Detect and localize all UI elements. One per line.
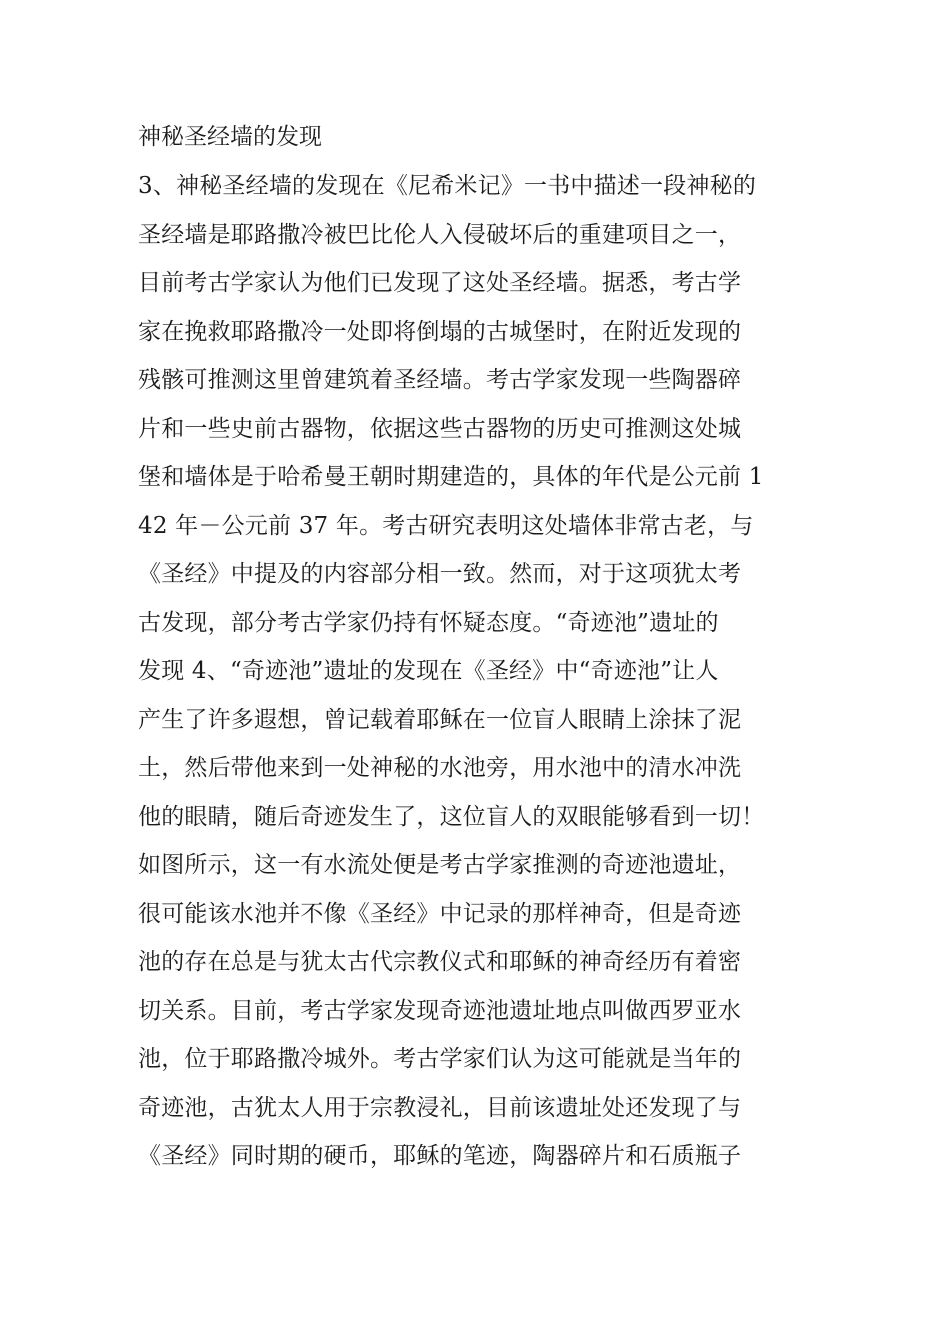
text-line: 产生了许多遐想，曾记载着耶稣在一位盲人眼睛上涂抹了泥 <box>138 706 742 733</box>
text-line: 残骸可推测这里曾建筑着圣经墙。考古学家发现一些陶器碎 <box>138 367 742 393</box>
text-line: 池，位于耶路撒冷城外。考古学家们认为这可能就是当年的 <box>138 1046 742 1072</box>
text-line: 堡和墙体是于哈希曼王朝时期建造的，具体的年代是公元前 1 <box>138 464 764 490</box>
text-line: 奇迹池，古犹太人用于宗教浸礼，目前该遗址处还发现了与 <box>138 1094 742 1121</box>
text-line: 很可能该水池并不像《圣经》中记录的那样神奇，但是奇迹 <box>138 900 742 927</box>
text-line: 目前考古学家认为他们已发现了这处圣经墙。据悉，考古学 <box>138 270 742 296</box>
text-line: 《圣经》中提及的内容部分相一致。然而，对于这项犹太考 <box>138 561 742 587</box>
text-line: 片和一些史前古器物，依据这些古器物的历史可推测这处城 <box>138 415 742 442</box>
text-line: 《圣经》同时期的硬币，耶稣的笔迹，陶器碎片和石质瓶子 <box>138 1143 742 1169</box>
text-line: 家在挽救耶路撒冷一处即将倒塌的古城堡时，在附近发现的 <box>138 318 742 345</box>
document-title: 神秘圣经墙的发现 <box>138 124 322 150</box>
text-line: 古发现，部分考古学家仍持有怀疑态度。“奇迹池”遗址的 <box>138 609 719 636</box>
text-line: 发现 4、“奇迹池”遗址的发现在《圣经》中“奇迹池”让人 <box>138 658 719 684</box>
text-line: 他的眼睛，随后奇迹发生了，这位盲人的双眼能够看到一切！ <box>138 803 765 830</box>
text-line: 3、神秘圣经墙的发现在《尼希米记》一书中描述一段神秘的 <box>138 173 757 199</box>
text-line: 池的存在总是与犹太古代宗教仪式和耶稣的神奇经历有着密 <box>138 949 742 975</box>
text-line: 42 年－公元前 37 年。考古研究表明这处墙体非常古老，与 <box>138 512 754 539</box>
text-line: 切关系。目前，考古学家发现奇迹池遗址地点叫做西罗亚水 <box>138 997 742 1024</box>
text-line: 圣经墙是耶路撒冷被巴比伦人入侵破坏后的重建项目之一， <box>138 221 742 248</box>
paragraph-text <box>138 162 828 1181</box>
document-body <box>138 112 828 1181</box>
text-line: 土，然后带他来到一处神秘的水池旁，用水池中的清水冲洗 <box>138 755 742 781</box>
text-line: 如图所示，这一有水流处便是考古学家推测的奇迹池遗址， <box>138 852 742 878</box>
